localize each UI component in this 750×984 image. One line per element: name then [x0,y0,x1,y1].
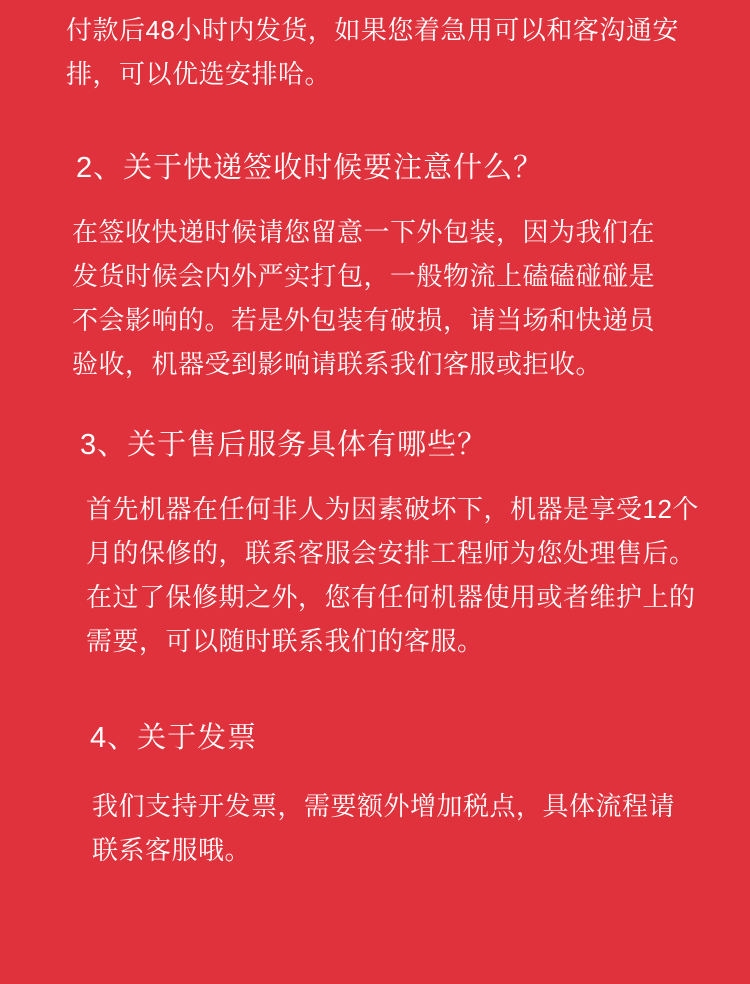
intro-paragraph: 付款后48小时内发货，如果您着急用可以和客沟通安排，可以优选安排哈。 [66,15,679,89]
faq-item-4 [90,718,730,872]
faq-question-3: 3、关于售后服务具体有哪些？ [80,429,488,461]
faq-item-3 [80,425,720,663]
faq-answer-3: 首先机器在任何非人为因素破坏下，机器是享受12个月的保修的，联系客服会安排工程师为您处理售后。在过了保修期之外，您有任何机器使用或者维护上的需要，可以随时联系我们的客服。 [86,494,699,656]
faq-answer-4: 我们支持开发票，需要额外增加税点，具体流程请联系客服哦。 [92,791,676,865]
faq-answer-2: 在签收快递时候请您留意一下外包装，因为我们在发货时候会内外严实打包，一般物流上磕磕碰碰是不会影响的。若是外包装有破损，请当场和快递员验收，机器受到影响请联系我们客服或拒收。 [72,217,656,379]
intro-paragraph-block [66,8,694,96]
faq-item-2 [72,148,712,386]
faq-question-4: 4、关于发票 [90,722,258,754]
faq-question-2: 2、关于快递签收时候要注意什么？ [76,152,544,184]
